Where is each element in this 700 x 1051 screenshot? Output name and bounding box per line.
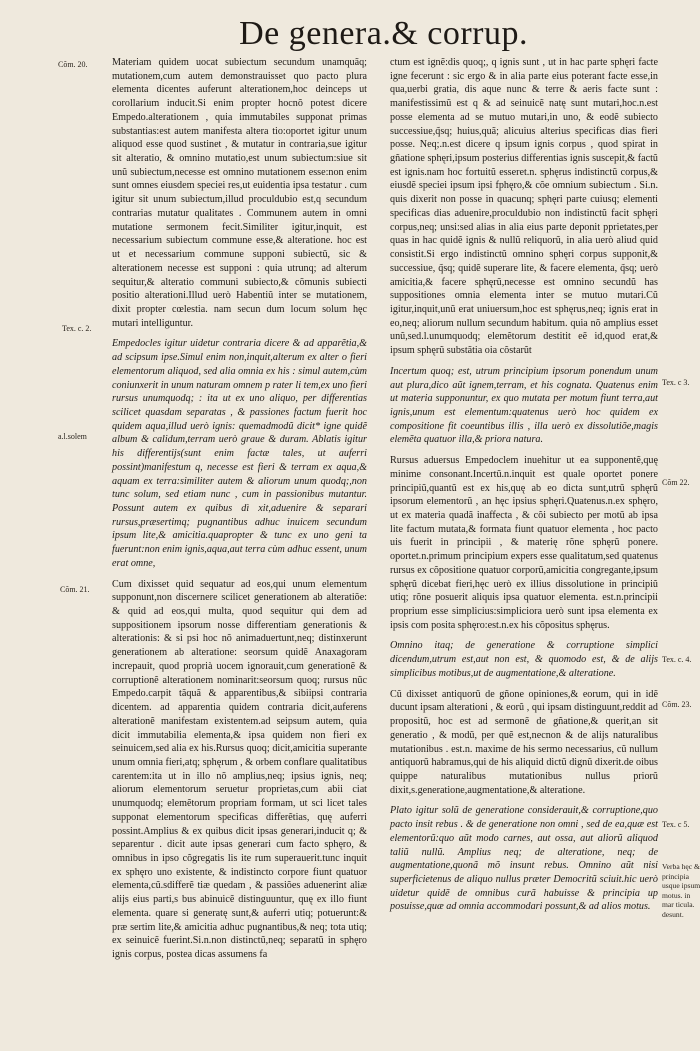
paragraph-gap <box>390 632 658 639</box>
paragraph-gap <box>112 330 367 337</box>
paragraph-gap <box>112 571 367 578</box>
commentary-paragraph-continued: ctum est ignẽ:dis quoq;, q ignis sunt , ut in hac parte sphęri facte igne fecerunt : sic ergo & in alia parte eius poterant facte esse,in qua,uerbi gratia, dis aque nunc & terre & aeris facte sunt : manifestissimũ est q & ad seinuicẽ natę sunt mutari,hoc.n.est posse elementa ad se mutuo mutari,in uno, & eodẽ subiecto successiue,q̃sq; huius,quã; alicuius alterius specificas dias fieri posse. Neq;.n.est dicere q ipsum ignis corpus , quod spirat in gñatione sphęri,ipsum posterius differentias ignis suscepit,& factũ est ignis.nam hoc fortuitũ esseret.n. sphęrus indistinctũ corpus,& eiusdẽ speciei ipsum ipsi fphęro,& cõe omnium subiectum . Si.n. quis dixerit non posse in quacunq; sphęri parte cuiusq; elementi specificas dias aduenire,proculdubio non indistinctũ facit sphęri corpus,neq; unsi:sed alias in alia eius parte deponit pprietates,per quas in hac quidẽ ignis & nullũ reliquorũ, in alia uerò aliud quid consistit.Si ergo indistinctũ omnino sphęri corpus supponit,& successiue, q̃sq; quidẽ superare lite, & facere elementa, q̃sq; uerò amicitia,& facere sphęrũ,necesse est omnino secundũ has suppositiones omnia elementa inter se mutuo mutari.Cũ igitur,inquit,unũ erat uniuersum,hoc est sphęrus,neq; ignis erat in eo,neq; aliorum nullum secundum habitum. quia nõ amplius esset unũ,sed.l.unumquodq; elemẽtorum destitit eẽ id,quod erat,& ipsum sphęrũ substãtia oia cõstarũt <box>390 57 658 357</box>
margin-note-alsolem: a.l.solem <box>58 432 87 441</box>
margin-note-com20: Cõm. 20. <box>58 60 88 69</box>
commentary-paragraph-1: Materiam quidem uocat subiectum secundum unamquãq; mutationem,cum autem demonstrauisset quo pacto plura elementa dicentes auferunt alterationem,hoc deinceps ut corollarium inducit.Si enim propter hocnõ potest dicere Empedo.alterationem , quia immutabiles supponat primas substantias:est autem manifesta altera tio:oportet igitur unum aliquod esse quod sustinet , & mutatur in contraria,sue igitur sit alteratio, & omnino mutatio,est unum subiectum:siue sit unũ subiectum,necesse est omnino mutationem esse:non enim sunt omnes eiusdem speciei res,ut euidentia ipsa testatur . cum igitur sit unum subiectum,illud proculdubio est,q secundum contrarias mutatur qualitates . Communem autem in omni mutatione sermonem fecit.Similiter igitur,inquit, est necessarium subiectum commune esse,& alteratione. hoc est ut et necessarium commune supponi subiectũ, sic & alterationem necesse est supponi : quia utrunq; ad alterum sequitur,& alteratio communi subiecto,& cõmunis subiecti positio alterationi.Illud uerò Habentiũ inter se mutationem, dixit propter cœlestia. nam secun dum locum solum hęc mutari intelliguntur. <box>112 57 367 329</box>
aristotle-text-paragraph-4: Plato igitur solũ de generatione considerauit,& corruptione,quo pacto insit rebus . & de generatione non omni , sed de ea,quæ est elementorũ:quo aũt modo carnes, aut ossa, aut aliorũ aliquod taliũ nullũ. Amplius neq; de alteratione, neq; de augmentatione,quonã mõ insunt rebus. Omnino aũt nisi superficietenus de aliquo nullus præter Democritũ sciuit.hic uerò uidetur quidẽ de omnibus curã habuisse & principia up posuisse,quæ ad omnia accommodari possunt,& ad alios motus. <box>390 805 658 913</box>
margin-note-tex-c2: Tex. c. 2. <box>62 324 92 333</box>
margin-side-note: Verba hęc & principia usque ipsum motus. in mar ticula. desunt. <box>662 862 700 919</box>
margin-note-com21: Cõm. 21. <box>60 585 90 594</box>
margin-note-com23: Cõm. 23. <box>662 700 692 709</box>
aristotle-text-paragraph: Empedocles igitur uidetur contraria dicere & ad apparẽtia,& ad scipsum ipse.Simul enim non,inquit,alterum ex alter o fieri elementorum aliquod, sed alia omnia ex his : simul autem,cùm coniunxerit in unum naturam omnem p rater li tem,ex uno fieri rursus unumquodq; : ita ut ex uno aliquo, per differentias scilicet quasdam separatas , & passiones factum fuerit hoc quidem aqua,illud uerò ignis: quemadmodũ dicit* igne quidẽ album & calidum,terram uerò graue & duram. Ablatis igitur his differentijs(sunt enim factæ tales, ut auferri possint)manifestum q, necesse est fieri & terram ex aqua,& aquam ex terra:similiter autem & aliorum unum quodq;,non tunc solum, sed etiam nunc , cum in passionibus mutantur. Possunt autem ex quibus dì xit,aduenire & separari rursus,præsertimq; pugnantibus adhuc inuicem secundum ipsum lite,& amicitia.quapropter & tunc ex uno geni ta fuerunt:non enim ignis,aqua,aut terra cùm adhuc essent, unum erat omne, <box>112 338 367 569</box>
commentary-paragraph-2: Cum dixisset quid sequatur ad eos,qui unum elementum supponunt,non discernere scilicet generationem ab alteratiõe: & quid ad eos,qui multa, quod sequitur qui dem ad suppositionem ipsorum nosse differentiam generationis & alterationis: & si psi hoc nõ animaduertunt,neq; distinxerunt generationem ab alteratione: seorsum quidẽ Anaxagoram increpauit, quod proprià uocem ignorauit,cum generationẽ & corruptionẽ alterationem nominarit:seorsum quoq; rursus nũc Empedo.carpit tãquã & apparentibus,& sibiipsi contraria dicentem. ad apparentia quidem contraria dicit,auferens alterationẽ manifestam existentem.ad seipsum autem, quia dicit immutabilia elementa,& ipsa quidem non fieri ex seinuicem,sed alia ex his.Rursus quoq; dicit,amicitia superante unum omnia fieri,atq; sphęrum , & orbem conflare qualitatibus carentem:ita ut in illo nõ amplius,neq; ipsius ignis, neq; aliorum elementorum seruetur proprietas,cum abii ciat unumquodq; elemẽtorum propriam formam, ut sci licet tales supponat elementorum specificas differẽtias, quę auferri possint.Amplius & ex quibus dicit ipsas generari,inducit q; & separentur . dicit aute ipsas generari cum facto sphęro, & omnibus in ipso cõgregatis lis ite rum superauerit.tunc inquit ex sphęro uno existente, & indistincto corpore fiunt quatuor elementa,cũ.sdifferẽ tiæ quedam , & passiões aduenerint aliæ alijs eius parti,s bus abinuicẽ distinguuntur, quę ex illo fiunt elementa. quare si generatę sunt,& auferri utiq; potuerunt:& præ sertim lite,& amicitia adhuc pugnantibus,& neq; tota utiq; ex seinuicẽ fuerint.Si.n.non distinctũ,neq; separatũ in sphęro ignis corpus, postea dicas assumens fa <box>112 578 367 960</box>
margin-note-tex-c5: Tex. c 5. <box>662 820 690 829</box>
left-column <box>112 56 367 962</box>
running-head: De genera.& corrup. <box>239 15 528 52</box>
commentary-paragraph-4: Cũ dixisset antiquorũ de gñone opiniones,& eorum, qui in idẽ ducunt ipsam alterationi , & eorũ , qui ipsam distinguunt,reddit ad propositũ, hoc est ad sermonẽ de gñatione,& querit,an sit generatio , & modũ, per quẽ est,necnon & de alijs naturalibus mutationibus . est.n. maxime de his sermo necessarius, cũ nullum antiquorũ habramus,qui de his aliquid dictũ dignũ dixerit.de oibus quippe naturalibus mutationibus nullus priorũ dixit,s.generatione,augmentatione,& alteratione. <box>390 688 658 796</box>
paragraph-gap <box>390 358 658 365</box>
paragraph-gap <box>390 797 658 804</box>
aristotle-text-paragraph-2: Incertum quoq; est, utrum principium ipsorum ponendum unum aut plura,dico aũt ignem,terram, et his cognata. Quatenus enim ut materia supponuntur, ex quo mutata per motum fiunt terra,aut ignis,unum est elementum:quatenus uerò hoc quidem ex compositione fit coeuntibus illis , illa uerò ex dissolutiõe,magis elemẽta quatuor illa,& priora natura. <box>390 365 658 446</box>
commentary-paragraph-3: Rursus aduersus Empedoclem inuehitur ut ea supponentẽ,quę minime consonant.Incertũ.n.inquit est quale oportet ponere principiũ,quantũ est ex his,quę ab eo dicta sunt,utrũ sphęrũ ipsorum elementorũ , an hęc ipsius sphęri.Quatenus.n.ex sphęro, ut ex materia quadã inaffecta , & cõi subiecto per motũ ab ipsa lite factum mutata,& formata fiunt quatuor elementa , hoc pacto uis fuerit in principii , & materię rõne sphęrũ ponere. oportet.n.primum principium expers esse qualitatum,sed quatenus rursus ex cõpositione quatuor corporũ,amicitia congregante,ipsum sphęrũ dicebat fieri,hęc uerò ex illius dissolutione in principiũ utiq; rõne posuerit aliquis ipsa quatuor elementa. est.n.principii proprium esse simplicius:simpliciora uerò sunt ipsa elementa ex ipsis com posita sphęro:est.n.ex his cõpositus sphęrus. <box>390 455 658 631</box>
margin-note-com22: Cõm 22. <box>662 478 690 487</box>
margin-note-tex-c3: Tex. c 3. <box>662 378 690 387</box>
paragraph-gap <box>390 447 658 454</box>
aristotle-text-paragraph-3: Omnino itaq; de generatione & corruptione simplici dicendum,utrum est,aut non est, & quomodo est, & de alijs simplicibus motibus,ut de augmentatione,& alteratione. <box>390 640 658 679</box>
right-column <box>390 56 658 914</box>
paragraph-gap <box>390 681 658 688</box>
margin-note-tex-c4: Tex. c. 4. <box>662 655 692 664</box>
